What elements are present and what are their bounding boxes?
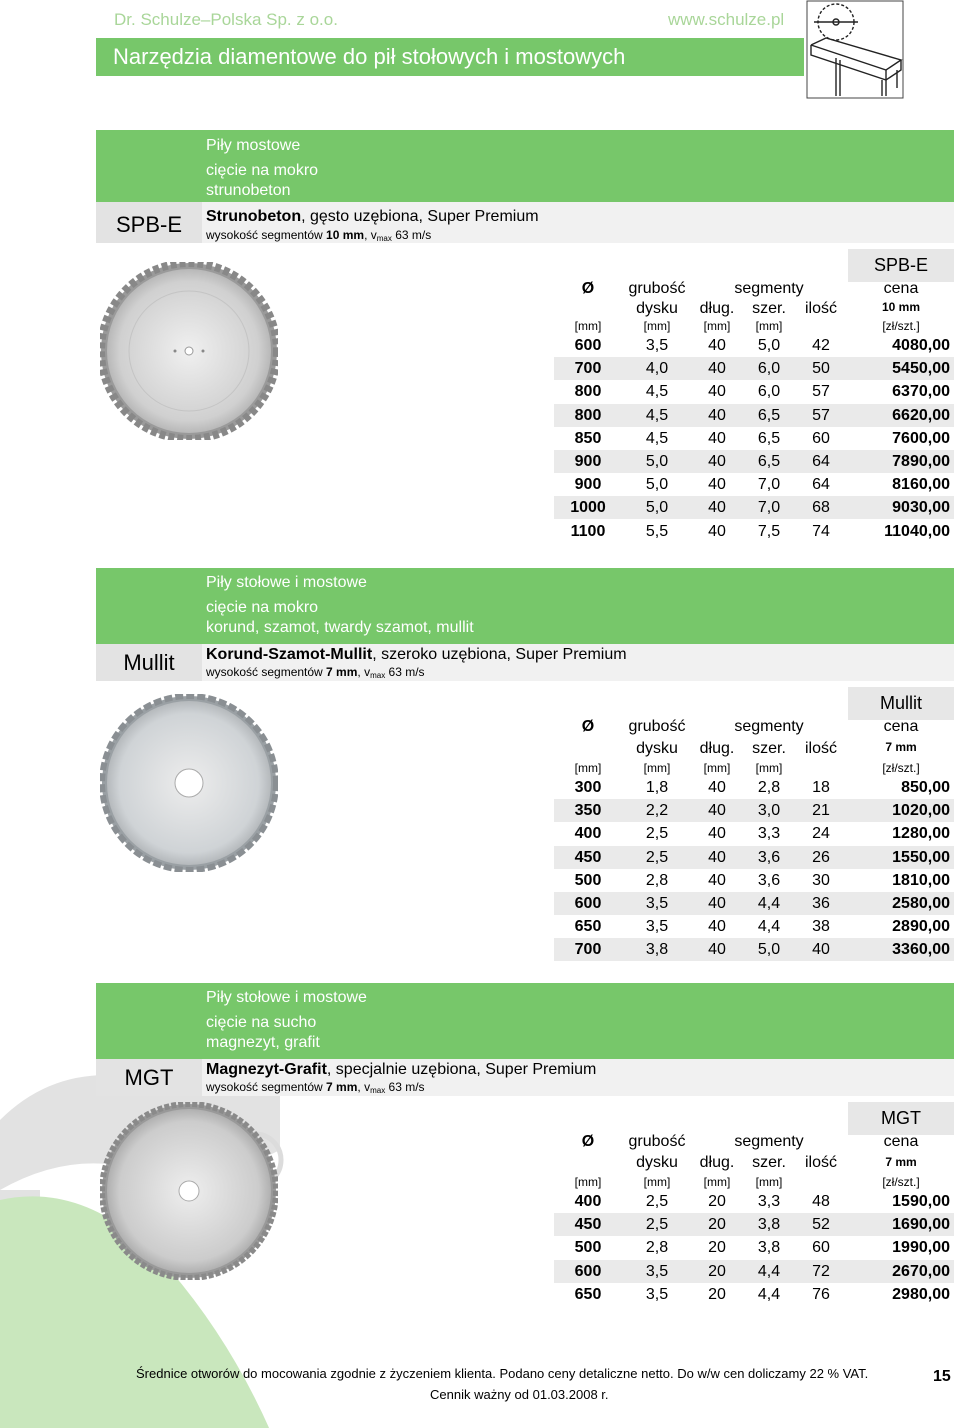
row-seg-width: 6,5 (757, 406, 781, 424)
unit-label: [mm] (755, 319, 783, 333)
row-price: 4080,00 (892, 337, 950, 354)
section-category: Piły mostowe (206, 137, 301, 154)
col-seg-height: 10 mm (881, 300, 921, 314)
row-thickness: 3,5 (645, 918, 669, 936)
row-price: 8160,00 (892, 476, 950, 494)
section-segment-info: wysokość segmentów 7 mm, $v_{max}$ 63 m/s (206, 665, 425, 680)
row-seg-count: 60 (812, 1239, 830, 1257)
row-price: 1020,00 (892, 802, 950, 820)
unit-label: [mm] (703, 319, 731, 333)
row-seg-length: 40 (708, 453, 726, 470)
section-code: SPB-E (115, 212, 183, 237)
row-thickness: 4,0 (645, 360, 669, 378)
row-diameter: 600 (574, 1262, 602, 1280)
row-price: 850,00 (901, 779, 950, 796)
col-price-header: cena (883, 280, 919, 297)
row-thickness: 2,8 (645, 871, 669, 889)
section-code: MGT (124, 1065, 174, 1090)
row-thickness: 2,5 (645, 825, 669, 843)
col-segments-header: segmenty (734, 1133, 804, 1150)
unit-label: [zł/szt.] (882, 319, 920, 333)
diamond-saw-blade-image (100, 262, 278, 440)
col-diameter-header: Ø (581, 280, 595, 297)
col-thickness-header: grubość (628, 1133, 686, 1150)
row-seg-length: 40 (708, 522, 726, 540)
row-diameter: 800 (574, 383, 602, 401)
row-seg-width: 7,0 (757, 476, 781, 494)
table-row (554, 520, 954, 543)
table-row (554, 1260, 954, 1283)
page-number: 15 (933, 1368, 951, 1385)
col-thickness-header: grubość (628, 718, 686, 735)
col-thickness-header: grubość (628, 280, 686, 297)
row-seg-width: 5,0 (757, 337, 781, 354)
unit-label: [mm] (755, 761, 783, 775)
unit-label: [mm] (755, 1175, 783, 1189)
unit-label: [mm] (574, 319, 602, 333)
row-price: 2890,00 (892, 918, 950, 936)
row-diameter: 900 (574, 453, 602, 470)
row-price: 2580,00 (892, 895, 950, 912)
unit-label: [mm] (574, 761, 602, 775)
diamond-saw-blade-image (100, 1102, 278, 1280)
unit-label: [mm] (574, 1175, 602, 1189)
row-diameter: 500 (574, 1239, 602, 1257)
row-diameter: 1000 (570, 499, 606, 517)
row-thickness: 2,5 (645, 848, 669, 866)
row-diameter: 500 (574, 871, 602, 889)
row-seg-width: 2,8 (757, 779, 781, 796)
row-seg-count: 50 (812, 360, 830, 378)
col-width-header: szer. (752, 300, 786, 317)
row-seg-length: 40 (708, 802, 726, 820)
table-row (554, 776, 954, 799)
table-row (554, 822, 954, 845)
col-thickness-header-2: dysku (636, 300, 678, 317)
row-seg-count: 74 (812, 522, 830, 540)
unit-label: [mm] (643, 761, 671, 775)
row-seg-length: 40 (708, 383, 726, 401)
row-seg-width: 3,6 (757, 871, 781, 889)
row-thickness: 3,5 (645, 1262, 669, 1280)
col-width-header: szer. (752, 740, 786, 757)
row-price: 6620,00 (892, 406, 950, 424)
row-seg-length: 40 (708, 918, 726, 936)
table-row (554, 1190, 954, 1213)
row-seg-length: 20 (708, 1239, 726, 1257)
col-length-header: dług. (699, 1154, 735, 1171)
row-thickness: 2,8 (645, 1239, 669, 1257)
section-segment-info: wysokość segmentów 7 mm, $v_{max}$ 63 m/s (206, 1080, 425, 1095)
row-diameter: 400 (574, 825, 602, 843)
row-seg-width: 3,0 (757, 802, 781, 820)
row-seg-length: 40 (708, 360, 726, 378)
row-thickness: 2,5 (645, 1193, 669, 1210)
table-title: Mullit (848, 687, 954, 720)
row-seg-width: 5,0 (757, 941, 781, 959)
section-cutting-mode: cięcie na sucho (206, 1014, 317, 1031)
row-diameter: 650 (574, 1285, 602, 1303)
table-row (554, 450, 954, 473)
row-diameter: 300 (574, 779, 602, 796)
row-thickness: 3,5 (645, 337, 669, 354)
row-seg-count: 21 (812, 802, 830, 820)
row-thickness: 4,5 (645, 383, 669, 401)
section-material: korund, szamot, twardy szamot, mullit (206, 619, 474, 636)
section-material: strunobeton (206, 182, 291, 199)
row-seg-length: 40 (708, 941, 726, 959)
row-seg-width: 3,3 (757, 1193, 781, 1210)
row-seg-length: 40 (708, 406, 726, 424)
section-description: Korund-Szamot-Mullit, szeroko uzębiona, Super Premium (206, 646, 627, 663)
row-diameter: 900 (574, 476, 602, 494)
row-seg-count: 60 (812, 429, 830, 447)
page-title-bar (96, 38, 804, 76)
row-seg-count: 42 (812, 337, 830, 354)
row-price: 1810,00 (892, 871, 950, 889)
row-price: 5450,00 (892, 360, 950, 378)
row-seg-width: 4,4 (757, 1285, 781, 1303)
row-seg-count: 52 (812, 1216, 830, 1234)
row-price: 1280,00 (892, 825, 950, 843)
col-diameter-header: Ø (581, 1133, 595, 1150)
col-seg-height: 7 mm (885, 1155, 917, 1169)
section-cutting-mode: cięcie na mokro (206, 599, 319, 616)
row-diameter: 700 (574, 360, 602, 378)
row-seg-width: 6,5 (757, 429, 781, 447)
row-price: 3360,00 (892, 941, 950, 959)
footer-note: Średnice otworów do mocowania zgodnie z życzeniem klienta. Podano ceny detaliczne netto. Do w/w cen doliczamy 22 % VAT. (136, 1366, 869, 1381)
section-category: Piły stołowe i mostowe (206, 574, 367, 591)
table-saw-sketch-icon (806, 0, 904, 99)
row-seg-length: 40 (708, 429, 726, 447)
row-seg-length: 40 (708, 825, 726, 843)
col-length-header: dług. (699, 740, 735, 757)
row-seg-length: 40 (708, 337, 726, 354)
row-seg-length: 40 (708, 779, 726, 796)
row-price: 6370,00 (892, 383, 950, 401)
row-seg-length: 40 (708, 895, 726, 912)
table-row (554, 1283, 954, 1306)
col-segments-header: segmenty (734, 280, 804, 297)
row-seg-count: 57 (812, 406, 830, 424)
unit-label: [zł/szt.] (882, 761, 920, 775)
row-seg-count: 76 (812, 1285, 830, 1303)
table-row (554, 404, 954, 427)
row-seg-width: 7,5 (757, 522, 781, 540)
table-title: MGT (848, 1102, 954, 1135)
row-seg-width: 6,0 (757, 360, 781, 378)
row-seg-count: 40 (812, 941, 830, 959)
row-seg-width: 3,3 (757, 825, 781, 843)
col-price-header: cena (883, 1133, 919, 1150)
row-diameter: 650 (574, 918, 602, 936)
table-row (554, 357, 954, 380)
table-row (554, 1236, 954, 1259)
row-seg-count: 26 (812, 848, 830, 866)
col-width-header: szer. (752, 1154, 786, 1171)
row-seg-width: 4,4 (757, 895, 781, 912)
row-thickness: 3,8 (645, 941, 669, 959)
row-seg-width: 7,0 (757, 499, 781, 517)
col-segments-header: segmenty (734, 718, 804, 735)
row-seg-count: 72 (812, 1262, 830, 1280)
website-link[interactable]: www.schulze.pl (668, 10, 785, 29)
row-seg-length: 40 (708, 476, 726, 494)
row-thickness: 5,5 (645, 522, 669, 540)
row-price: 1550,00 (892, 848, 950, 866)
row-thickness: 3,5 (645, 895, 669, 912)
unit-label: [mm] (643, 319, 671, 333)
row-thickness: 4,5 (645, 429, 669, 447)
row-diameter: 350 (574, 802, 602, 820)
row-seg-count: 48 (812, 1193, 830, 1210)
row-price: 1690,00 (892, 1216, 950, 1234)
row-seg-length: 20 (708, 1285, 726, 1303)
row-seg-length: 40 (708, 871, 726, 889)
row-thickness: 5,0 (645, 499, 669, 517)
col-count-header: ilość (804, 1154, 837, 1171)
row-seg-width: 6,0 (757, 383, 781, 401)
row-price: 1990,00 (892, 1239, 950, 1257)
unit-label: [mm] (703, 1175, 731, 1189)
table-row (554, 1213, 954, 1236)
section-description: Magnezyt-Grafit, specjalnie uzębiona, Super Premium (206, 1061, 597, 1078)
row-thickness: 5,0 (645, 476, 669, 494)
table-row (554, 473, 954, 496)
row-seg-count: 64 (812, 453, 830, 470)
row-seg-length: 20 (708, 1262, 726, 1280)
row-seg-count: 38 (812, 918, 830, 936)
table-row (554, 915, 954, 938)
row-price: 2980,00 (892, 1285, 950, 1303)
table-row (554, 427, 954, 450)
col-price-header: cena (883, 718, 919, 735)
row-seg-length: 20 (708, 1216, 726, 1234)
row-price: 1590,00 (892, 1193, 950, 1210)
section-category: Piły stołowe i mostowe (206, 989, 367, 1006)
row-diameter: 850 (574, 429, 602, 447)
row-seg-count: 64 (812, 476, 830, 494)
row-seg-width: 3,8 (757, 1216, 781, 1234)
col-count-header: ilość (804, 740, 837, 757)
row-seg-length: 40 (708, 848, 726, 866)
row-diameter: 600 (574, 337, 602, 354)
company-name: Dr. Schulze–Polska Sp. z o.o. (114, 10, 338, 29)
table-row (554, 380, 954, 403)
row-price: 2670,00 (892, 1262, 950, 1280)
row-price: 7600,00 (892, 429, 950, 447)
row-diameter: 450 (574, 848, 602, 866)
row-seg-count: 24 (812, 825, 830, 843)
row-seg-count: 18 (812, 779, 830, 796)
row-seg-width: 6,5 (757, 453, 781, 470)
row-diameter: 450 (574, 1216, 602, 1234)
table-row (554, 938, 954, 961)
table-row (554, 846, 954, 869)
row-seg-count: 30 (812, 871, 830, 889)
row-thickness: 4,5 (645, 406, 669, 424)
table-title: SPB-E (848, 249, 954, 282)
col-thickness-header-2: dysku (636, 740, 678, 757)
col-diameter-header: Ø (581, 718, 595, 735)
row-thickness: 2,2 (645, 802, 669, 820)
row-seg-width: 4,4 (757, 918, 781, 936)
row-seg-count: 57 (812, 383, 830, 401)
row-thickness: 3,5 (645, 1285, 669, 1303)
row-seg-length: 20 (708, 1193, 726, 1210)
row-thickness: 5,0 (645, 453, 669, 470)
section-code: Mullit (123, 650, 175, 675)
diamond-saw-blade-image (100, 694, 278, 872)
table-row (554, 892, 954, 915)
row-seg-length: 40 (708, 499, 726, 517)
section-description: Strunobeton, gęsto uzębiona, Super Premium (206, 208, 539, 225)
col-length-header: dług. (699, 300, 735, 317)
section-cutting-mode: cięcie na mokro (206, 162, 319, 179)
row-seg-width: 3,8 (757, 1239, 781, 1257)
unit-label: [zł/szt.] (882, 1175, 920, 1189)
row-price: 9030,00 (892, 499, 950, 517)
section-material: magnezyt, grafit (206, 1034, 320, 1051)
row-diameter: 1100 (570, 522, 606, 540)
unit-label: [mm] (643, 1175, 671, 1189)
table-row (554, 799, 954, 822)
row-seg-width: 4,4 (757, 1262, 781, 1280)
row-seg-width: 3,6 (757, 848, 781, 866)
section-segment-info: wysokość segmentów 10 mm, $v_{max}$ 63 m/s (206, 228, 432, 243)
page-title: Narzędzia diamentowe do pił stołowych i mostowych (113, 44, 626, 69)
col-count-header: ilość (804, 300, 837, 317)
footer-validity: Cennik ważny od 01.03.2008 r. (430, 1387, 609, 1402)
table-row (554, 869, 954, 892)
row-diameter: 600 (574, 895, 602, 912)
row-thickness: 1,8 (645, 779, 669, 796)
table-row (554, 496, 954, 519)
row-diameter: 700 (574, 941, 602, 959)
row-diameter: 400 (574, 1193, 602, 1210)
row-seg-count: 36 (812, 895, 830, 912)
row-price: 11040,00 (884, 522, 950, 540)
row-seg-count: 68 (812, 499, 830, 517)
table-row (554, 334, 954, 357)
col-seg-height: 7 mm (885, 740, 917, 754)
row-diameter: 800 (574, 406, 602, 424)
row-price: 7890,00 (892, 453, 950, 470)
col-thickness-header-2: dysku (636, 1154, 678, 1171)
unit-label: [mm] (703, 761, 731, 775)
row-thickness: 2,5 (645, 1216, 669, 1234)
